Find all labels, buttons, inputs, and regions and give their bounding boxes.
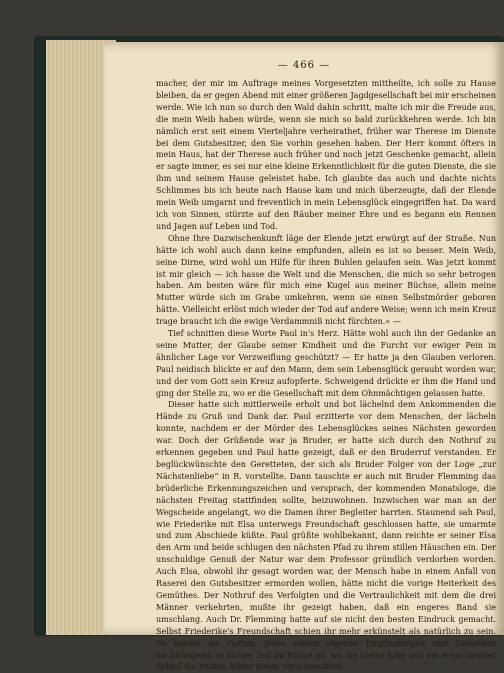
book-page [104, 42, 504, 672]
text-block [156, 78, 496, 673]
page-number: — 466 — [277, 60, 331, 71]
paragraph-4: Dieser hatte sich mittlerweile erholt und bot lächelnd dem Ankommenden die Hände zu Gruß und Dank dar. Paul erzitterte vor dem Menschen, der lächeln konnte, nachdem er der Mörder des Lebensglückes seines Nächsten geworden war. Doch der Grüßende war ja Bruder, er hatte sich durch den Nothruf zu erkennen gegeben und Paul hatte gezeigt, daß er den Bruderruf verstanden. Er beglückwünschte den Geretteten, der sich als Bruder Folger von der Loge „zur Nächstenliebe“ in R. vorstellte. Dann tauschte er auch mit Bruder Flemming das brüderliche Erkennungszeichen und versprach, der kommenden Monatsloge, die nächsten Freitag stattfinden sollte, beizuwohnen. Inzwischen war man an der Wegscheide angelangt, wo die Damen ihrer Begleiter harrten. Staunend sah Paul, wie Friederike mit Elsa unterwegs Freundschaft geschlossen hatte, sie umarmte und zum Abschiede küßte. Paul grüßte wohlbekannt, dann reichte er seiner Elsa den Arm und beide schlugen den nächsten Pfad zu ihrem stillen Häuschen ein. Der unschuldige Genuß der Natur war dem Professor gründlich verdorben worden. Auch Elsa, obwohl ihr gesagt worden war, der Mensch habe in einem Anfall von Raserei den Gutsbesitzer ermorden wollen, hätte nicht die vorige Heiterkeit des Gemüthes. Der Nothruf des Verfolgten und die Vertraulichkeit mit dem die drei Männer verkehrten, mußte ihr gezeigt haben, daß ein engeres Band sie umschlang. Auch Dr. Flemming hatte auf sie nicht den besten Eindruck gemacht. Selbst Friederike's Freundschaft schien ihr mehr erkünstelt als natürlich zu sein. So kamen die Gatten, jedes seinen eigenen Empfindungen und Gedanken nachhängend, in kurzer Zeit zu Hause an, wo die kleine Lina und ein erquickender Schlaf die trüben Bilder etwas verscheuchten. [156, 400, 496, 672]
paragraph-2: Ohne Ihre Dazwischenkunft läge der Elende jetzt erwürgt auf der Straße. Nun hätte ich wohl auch dann keine empfunden, allein es ist so besser. Mein Weib, seine Dirne, wird wohl um Hilfe für ihren Buhlen gelaufen sein. Was jetzt kommt ist mir gleich — ich hasse die Welt und die Menschen, die mich so sehr betrogen haben. Am besten wäre für mich eine Kugel aus meiner Büchse, allein meine Mutter würde sich im Grabe umkehren, wenn sie einen Selbstmörder geboren hätte. Vielleicht erlöst mich wieder der Tod auf andere Weise; wenn ich mein Kreuz trage braucht ich die ewige Verdammniß nicht fürchten.« — [156, 233, 496, 327]
paragraph-3: Tief schnitten diese Worte Paul in's Herz. Hätte wohl auch ihn der Gedanke an seine Mutter, der Glaube seiner Kindheit und die Furcht vor ewiger Pein in ähnlicher Lage vor Verzweiflung geschützt? — Er hatte ja den Glauben verloren. Paul neidisch blickte er auf den Mann, dem sein Lebensglück geraubt worden war, und der vom Gott sein Kreuz aufopferte. Schweigend drückte er ihm die Hand und ging der Stelle zu, wo er die Gesellschaft mit dem Ohnmächtigen gelassen hatte. [156, 329, 496, 398]
paragraph-1: macher, der mir im Auftrage meines Vorgesetzten mittheilte, ich solle zu Hause bleiben, da er gegen Abend mit einer größeren Jagdgesellschaft bei mir erscheinen werde. Wie ich nun so durch den Wald dahin schritt, malte ich mir die Freude aus, die mein Weib haben würde, wenn sie mich so bald zurückkehren werde. Ich bin nämlich erst seit einem Vierteljahre verheirathet, früher war Therese im Dienste bei dem Gutsbesitzer, den Sie vorhin gesehen haben. Der Herr kommt öfters in mein Haus, hat der Therese auch früher und noch jetzt Geschenke gemacht, allein er sagte immer, es sei nur eine kleine Erkenntlichkeit für die guten Dienste, die sie ihm und seinem Hause geleistet habe. Ich glaubte das auch und dachte nichts Schlimmes bis ich heute nach Hause kam und mich überzeugte, daß der Elende mein Weib umgarnt und freventlich in mein Lebensglück eingegriffen hat. Da ward ich von Sinnen, stürzte auf den Räuber meiner Ehre und es begann ein Rennen und Jagen auf Leben und Tod. [156, 79, 496, 231]
